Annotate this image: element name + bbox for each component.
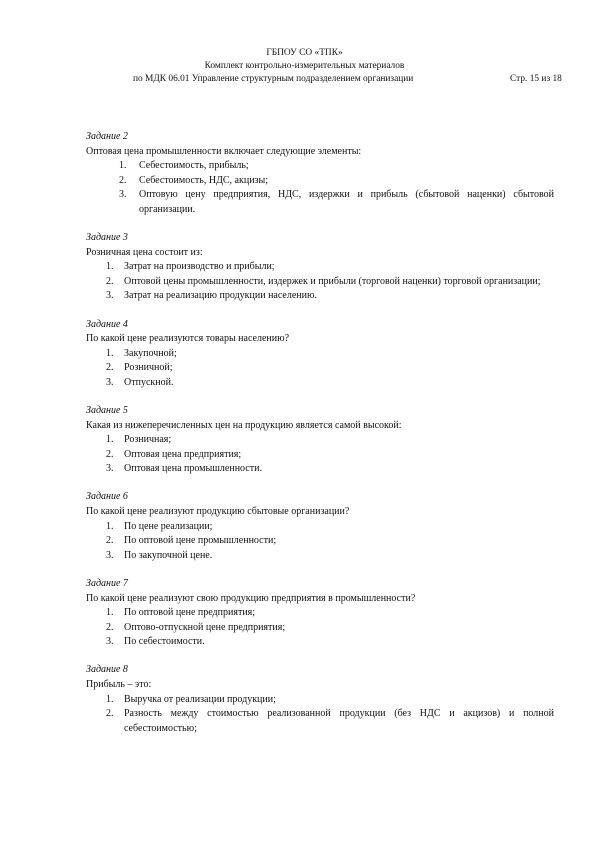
answer-option <box>86 549 554 564</box>
answer-number: 1. <box>106 520 114 532</box>
answer-text: Разность между стоимостью реализованной продукции (без НДС и акцизов) и полной себестоимостью; <box>124 708 554 734</box>
answer-number: 3. <box>106 463 114 475</box>
answer-number: 3. <box>119 189 127 201</box>
answer-option <box>86 462 554 477</box>
answer-option <box>86 260 554 275</box>
answer-list <box>86 606 554 650</box>
answer-number: 3. <box>106 376 114 388</box>
answer-text: Оптово-отпускной цене предприятия; <box>124 621 286 633</box>
answer-number: 1. <box>106 347 114 359</box>
answer-text: Отпускной. <box>124 376 174 388</box>
answer-option <box>86 174 554 189</box>
task-question: Прибыль – это: <box>86 679 152 690</box>
answer-text: Оптовой цены промышленности, издержек и прибыли (торговой наценки) торговой организации; <box>124 275 541 287</box>
task-question: Розничная цена состоит из: <box>86 246 203 258</box>
answer-option <box>86 606 554 621</box>
answer-option <box>86 188 554 217</box>
answer-option <box>86 635 554 650</box>
task-title: Задание 7 <box>86 577 128 589</box>
answer-number: 2. <box>106 448 114 460</box>
task-block <box>86 231 554 304</box>
task-block <box>86 318 554 391</box>
answer-number: 3. <box>106 549 114 561</box>
answer-number: 1. <box>119 160 127 172</box>
answer-text: Розничная; <box>124 434 172 446</box>
answer-number: 2. <box>119 174 127 186</box>
task-block <box>86 577 554 650</box>
answer-option <box>86 361 554 376</box>
answer-text: По оптовой цене предприятия; <box>124 607 256 619</box>
answer-text: По себестоимости. <box>124 636 205 648</box>
answer-list <box>86 693 554 737</box>
answer-number: 3. <box>106 636 114 648</box>
answer-text: Себестоимость, НДС, акцизы; <box>139 174 269 186</box>
answer-number: 2. <box>106 362 114 374</box>
answer-text: Затрат на производство и прибыли; <box>124 261 275 273</box>
task-title: Задание 6 <box>86 491 128 503</box>
answer-option <box>86 347 554 362</box>
document-body <box>86 130 554 750</box>
answer-number: 1. <box>106 261 114 273</box>
answer-option <box>86 275 554 290</box>
answer-text: Выручка от реализации продукции; <box>124 693 276 705</box>
task-title: Задание 4 <box>86 318 128 330</box>
answer-option <box>86 448 554 463</box>
task-block <box>86 404 554 477</box>
task-title: Задание 3 <box>86 232 128 244</box>
answer-text: Затрат на реализацию продукции населению. <box>124 290 317 302</box>
task-question: По какой цене реализуются товары населению? <box>86 333 290 345</box>
answer-option <box>86 289 554 304</box>
task-title: Задание 8 <box>86 664 128 676</box>
answer-text: По закупочной цене. <box>124 549 213 561</box>
task-question: По какой цене реализуют свою продукцию предприятия в промышленности? <box>86 592 416 604</box>
answer-option <box>86 693 554 708</box>
page-header <box>0 47 595 86</box>
header-kit: Комплект контрольно-измерительных материалов <box>204 61 405 71</box>
header-org: ГБПОУ СО «ТПК» <box>266 48 343 58</box>
answer-text: Себестоимость, прибыль; <box>139 160 249 172</box>
answer-number: 3. <box>106 290 114 302</box>
answer-option <box>86 376 554 391</box>
answer-option <box>86 707 554 736</box>
task-block <box>86 490 554 563</box>
answer-number: 2. <box>106 621 114 633</box>
answer-list <box>86 520 554 564</box>
answer-number: 1. <box>106 434 114 446</box>
answer-option <box>86 621 554 636</box>
task-question: Какая из нижеперечисленных цен на продукцию является самой высокой: <box>86 419 402 431</box>
answer-number: 1. <box>106 693 114 705</box>
task-block <box>86 130 554 218</box>
header-row <box>0 73 595 86</box>
answer-option <box>86 520 554 535</box>
answer-text: По оптовой цене промышленности; <box>124 535 277 547</box>
answer-text: Закупочной; <box>124 347 177 359</box>
answer-number: 2. <box>106 708 114 720</box>
page-number: Стр. 15 из 18 <box>510 74 562 84</box>
answer-option <box>86 534 554 549</box>
task-block <box>86 663 554 736</box>
answer-number: 2. <box>106 535 114 547</box>
answer-number: 1. <box>106 607 114 619</box>
task-question: По какой цене реализуют продукцию сбытовые организации? <box>86 506 350 518</box>
answer-text: Оптовая цена промышленности. <box>124 463 262 475</box>
task-title: Задание 5 <box>86 405 128 416</box>
task-title: Задание 2 <box>86 131 128 142</box>
answer-option <box>86 433 554 448</box>
answer-text: Розничной; <box>124 362 173 374</box>
answer-text: Оптовую цену предприятия, НДС, издержки и прибыль (сбытовой наценки) сбытовой организации. <box>139 189 554 215</box>
answer-list <box>86 433 554 477</box>
answer-option <box>86 159 554 174</box>
task-question: Оптовая цена промышленности включает следующие элементы: <box>86 145 362 157</box>
answer-number: 2. <box>106 275 114 287</box>
answer-list <box>86 347 554 391</box>
answer-list <box>86 159 554 217</box>
header-course: по МДК 06.01 Управление структурным подразделением организации <box>133 74 414 84</box>
answer-list <box>86 260 554 304</box>
answer-text: По цене реализации; <box>124 520 213 532</box>
answer-text: Оптовая цена предприятия; <box>124 448 242 460</box>
